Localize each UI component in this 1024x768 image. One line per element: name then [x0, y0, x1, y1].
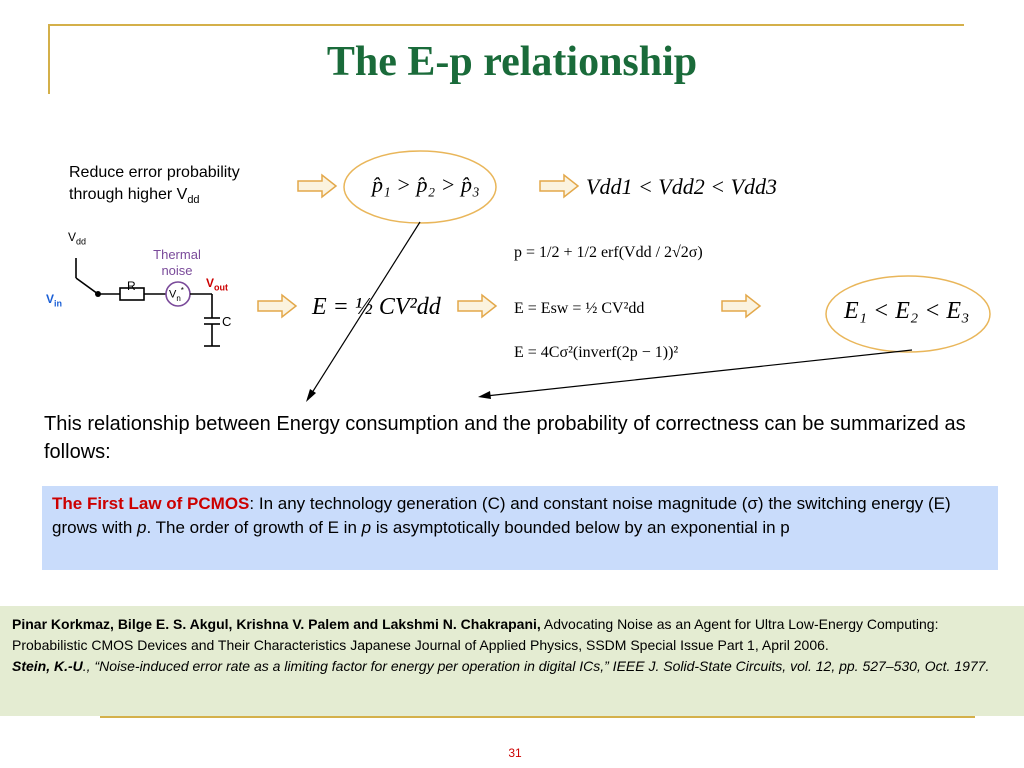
law-body-1: : In any technology generation (C) and constant noise magnitude (σ) the switching energy (E) grows with	[52, 494, 951, 537]
law-title: The First Law of PCMOS	[52, 494, 250, 513]
reference-2-text: ., “Noise-induced error rate as a limiting factor for energy per operation in digital ICs,” IEEE J. Solid-State Circuits, vol. 12, pp. 527–530, Oct. 1977.	[82, 658, 990, 674]
energy-equation: E = ½ CV²dd	[312, 294, 441, 320]
caption-line2-sub: dd	[187, 194, 200, 207]
summary-text: This relationship between Energy consumption and the probability of correctness can be summarized as follows:	[44, 413, 966, 463]
block-arrow-5	[722, 295, 760, 317]
e-order-equation: E₁ < E₂ < E₃	[844, 298, 970, 324]
law-p-1: p	[137, 518, 147, 537]
law-body-3: is asymptotically bounded below by an exponential in p	[371, 518, 790, 537]
inverf-equation: E = 4Cσ²(inverf(2p − 1))²	[514, 344, 679, 361]
reference-2	[12, 656, 1012, 677]
resistor-label: R	[127, 279, 136, 293]
law-body-2: . The order of growth of E in	[146, 518, 362, 537]
pointer-head-left	[306, 389, 316, 402]
vout-label: $V_{out}$	[206, 276, 229, 293]
block-arrow-1	[298, 175, 336, 197]
capacitor-label: C	[222, 314, 232, 329]
thermal-noise-label: Thermal noise	[153, 247, 201, 278]
vdd-label: $V_{dd}$	[68, 230, 87, 247]
reference-2-author: Stein, K.-U	[12, 658, 83, 674]
input-node	[95, 291, 101, 297]
block-arrow-4	[458, 295, 496, 317]
noise-source-label: $V_n^*$	[169, 286, 184, 303]
vdd-order-equation: Vdd1 < Vdd2 < Vdd3	[586, 174, 778, 199]
p-order-equation: p̂₁ > p̂₂ > p̂₃	[372, 172, 480, 197]
law-p-2: p	[361, 518, 372, 537]
caption-line2-text: through higher V	[69, 186, 188, 203]
pointer-head-right	[478, 391, 491, 399]
block-arrow-2	[540, 175, 578, 197]
references-box	[0, 606, 1024, 716]
reference-1-text: Advocating Noise as an Agent for Ultra Low-Energy Computing: Probabilistic CMOS Devices and Their Characteristics Japanese Journal of Applied Physics, SSDM Special Issue Part 1, April 2006.	[12, 616, 939, 653]
block-arrow-3	[258, 295, 296, 317]
first-law-box	[42, 486, 998, 570]
caption-line1: Reduce error probability	[69, 164, 240, 181]
esw-equation: E = Esw = ½ CV²dd	[514, 300, 645, 317]
vin-label: $V_{in}$	[46, 292, 63, 309]
reference-1-authors: Pinar Korkmaz, Bilge E. S. Akgul, Krishna V. Palem and Lakshmi N. Chakrapani,	[12, 616, 541, 632]
p-erf-equation: p = 1/2 + 1/2 erf(Vdd / 2√2σ)	[514, 244, 703, 261]
reference-1	[12, 614, 1012, 656]
page-title: The E-p relationship	[326, 39, 698, 85]
page-number: 31	[508, 746, 522, 760]
references-underline	[100, 716, 975, 718]
